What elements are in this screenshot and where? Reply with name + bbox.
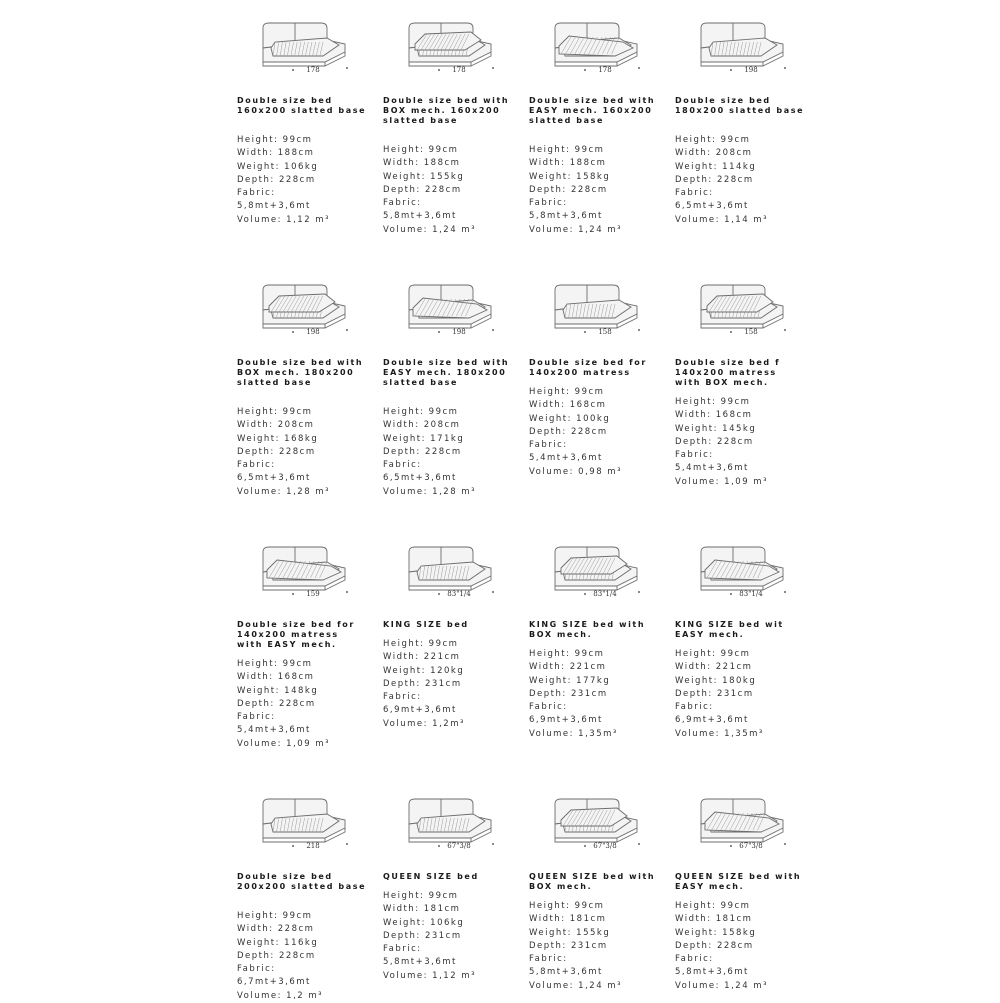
product-title: Double size bed with EASY mech. 160x200 slatted base — [529, 96, 656, 125]
spec-list — [237, 406, 372, 499]
spec-item: Depth: 228cm — [675, 436, 754, 447]
product-title: Double size bed 160x200 slatted base — [237, 96, 367, 115]
spec-list — [529, 144, 664, 237]
spec-item: Fabric: — [675, 954, 714, 965]
spec-item: Volume: 1,09 m³ — [675, 476, 768, 487]
product-title: QUEEN SIZE bed with BOX mech. — [529, 872, 656, 891]
spec-list — [529, 648, 664, 741]
spec-item: Weight: 116kg — [237, 937, 319, 948]
spec-item: Width: 181cm — [529, 914, 607, 925]
spec-item: Weight: 180kg — [675, 675, 757, 686]
spec-list — [675, 900, 810, 993]
spec-item: Weight: 158kg — [529, 171, 611, 182]
spec-item: Volume: 1,12 m³ — [383, 970, 476, 981]
drawing-dimension-label: 67"3/8 — [593, 842, 617, 850]
spec-item: 6,7mt+3,6mt — [237, 977, 311, 988]
spec-item: Width: 168cm — [237, 672, 315, 683]
drawing-dimension-label: 178 — [598, 66, 612, 74]
spec-item: Height: 99cm — [529, 145, 605, 155]
bed-drawing — [547, 794, 647, 850]
spec-item: Weight: 106kg — [383, 917, 465, 928]
spec-item: Height: 99cm — [383, 891, 459, 901]
spec-item: Volume: 1,35m³ — [529, 728, 618, 739]
bed-drawing — [547, 18, 647, 74]
drawing-dimension-label: 158 — [744, 328, 758, 336]
drawing-dimension-label: 83"1/4 — [593, 590, 617, 598]
spec-item: Weight: 171kg — [383, 433, 465, 444]
spec-item: Width: 208cm — [237, 420, 315, 431]
spec-item: Depth: 228cm — [383, 184, 462, 195]
spec-list — [237, 658, 372, 751]
bed-drawing — [693, 794, 793, 850]
drawing-dimension-label: 158 — [598, 328, 612, 336]
product-title: Double size bed 180x200 slatted base — [675, 96, 805, 115]
spec-item: 6,9mt+3,6mt — [675, 715, 749, 726]
product-title: KING SIZE bed — [383, 620, 469, 629]
spec-item: Height: 99cm — [529, 649, 605, 659]
spec-item: 5,8mt+3,6mt — [237, 201, 311, 212]
spec-item: Depth: 228cm — [237, 698, 316, 709]
drawing-dimension-label: 67"3/8 — [739, 842, 763, 850]
spec-item: Width: 188cm — [383, 158, 461, 169]
product-title: KING SIZE bed with BOX mech. — [529, 620, 646, 639]
spec-list — [529, 386, 664, 479]
product-title: Double size bed for 140x200 matress — [529, 358, 647, 377]
product-title: Double size bed with BOX mech. 160x200 slatted base — [383, 96, 510, 125]
spec-item: Depth: 228cm — [529, 426, 608, 437]
spec-item: 5,4mt+3,6mt — [675, 463, 749, 474]
spec-list — [383, 144, 518, 237]
product-title: Double size bed with BOX mech. 180x200 slatted base — [237, 358, 364, 387]
product-title: Double size bed with EASY mech. 180x200 slatted base — [383, 358, 510, 387]
drawing-dimension-label: 178 — [306, 66, 320, 74]
spec-item: Depth: 228cm — [237, 174, 316, 185]
bed-drawing — [401, 542, 501, 598]
drawing-dimension-label: 83"1/4 — [447, 590, 471, 598]
spec-list — [237, 910, 372, 1003]
spec-item: Weight: 168kg — [237, 433, 319, 444]
spec-item: Height: 99cm — [529, 387, 605, 397]
product-title: Double size bed for 140x200 matress with EASY mech. — [237, 620, 355, 649]
spec-item: Width: 188cm — [529, 158, 607, 169]
spec-item: Height: 99cm — [237, 911, 313, 921]
spec-item: Fabric: — [529, 702, 568, 713]
spec-item: Width: 168cm — [529, 400, 607, 411]
spec-item: Fabric: — [237, 712, 276, 723]
bed-drawing — [255, 18, 355, 74]
spec-item: Volume: 1,2 m³ — [237, 990, 324, 1001]
bed-drawing — [401, 18, 501, 74]
spec-item: Width: 221cm — [529, 662, 607, 673]
spec-item: Volume: 1,09 m³ — [237, 738, 330, 749]
spec-item: Depth: 228cm — [237, 446, 316, 457]
spec-item: Weight: 155kg — [383, 171, 465, 182]
spec-item: Height: 99cm — [383, 639, 459, 649]
spec-item: 5,8mt+3,6mt — [383, 957, 457, 968]
spec-item: Depth: 228cm — [675, 940, 754, 951]
spec-item: Volume: 1,24 m³ — [529, 980, 622, 991]
spec-item: Fabric: — [383, 944, 422, 955]
spec-item: Volume: 1,28 m³ — [237, 486, 330, 497]
product-title: Double size bed f 140x200 matress with BOX mech. — [675, 358, 781, 387]
spec-item: Width: 221cm — [675, 662, 753, 673]
spec-item: 6,5mt+3,6mt — [675, 201, 749, 212]
spec-item: 6,5mt+3,6mt — [383, 473, 457, 484]
drawing-dimension-label: 83"1/4 — [739, 590, 763, 598]
bed-drawing — [693, 542, 793, 598]
spec-item: Depth: 231cm — [383, 678, 462, 689]
spec-item: Width: 228cm — [237, 924, 315, 935]
bed-drawing — [255, 280, 355, 336]
spec-item: Weight: 114kg — [675, 161, 757, 172]
drawing-dimension-label: 198 — [744, 66, 758, 74]
spec-item: Weight: 120kg — [383, 665, 465, 676]
product-title: Double size bed 200x200 slatted base — [237, 872, 367, 891]
spec-item: 5,4mt+3,6mt — [237, 725, 311, 736]
spec-item: Weight: 158kg — [675, 927, 757, 938]
drawing-dimension-label: 198 — [306, 328, 320, 336]
spec-list — [529, 900, 664, 993]
spec-list — [383, 890, 518, 983]
spec-item: Width: 188cm — [237, 148, 315, 159]
spec-item: Volume: 1,2m³ — [383, 718, 465, 729]
spec-item: Height: 99cm — [237, 407, 313, 417]
bed-drawing — [693, 18, 793, 74]
spec-item: Fabric: — [383, 460, 422, 471]
spec-item: Weight: 100kg — [529, 413, 611, 424]
bed-drawing — [401, 280, 501, 336]
spec-list — [675, 648, 810, 741]
spec-item: Fabric: — [237, 188, 276, 199]
spec-item: Volume: 1,14 m³ — [675, 214, 768, 225]
spec-item: Fabric: — [529, 954, 568, 965]
bed-drawing — [693, 280, 793, 336]
product-title: QUEEN SIZE bed with EASY mech. — [675, 872, 802, 891]
spec-item: Depth: 231cm — [529, 940, 608, 951]
spec-item: Height: 99cm — [675, 135, 751, 145]
spec-item: Fabric: — [529, 440, 568, 451]
bed-drawing — [401, 794, 501, 850]
spec-item: Fabric: — [383, 198, 422, 209]
spec-item: Fabric: — [675, 702, 714, 713]
spec-item: Volume: 1,12 m³ — [237, 214, 330, 225]
spec-item: Fabric: — [383, 692, 422, 703]
spec-item: Width: 181cm — [383, 904, 461, 915]
spec-item: Width: 168cm — [675, 410, 753, 421]
spec-item: Depth: 228cm — [529, 184, 608, 195]
spec-item: Volume: 1,24 m³ — [529, 224, 622, 235]
spec-item: Height: 99cm — [675, 901, 751, 911]
spec-item: Height: 99cm — [383, 407, 459, 417]
spec-list — [237, 134, 372, 227]
spec-list — [675, 396, 810, 489]
drawing-dimension-label: 67"3/8 — [447, 842, 471, 850]
spec-item: Depth: 228cm — [237, 950, 316, 961]
drawing-dimension-label: 198 — [452, 328, 466, 336]
spec-item: Weight: 145kg — [675, 423, 757, 434]
spec-item: Volume: 1,24 m³ — [675, 980, 768, 991]
spec-item: Height: 99cm — [237, 135, 313, 145]
spec-item: Volume: 0,98 m³ — [529, 466, 622, 477]
spec-item: Weight: 155kg — [529, 927, 611, 938]
spec-item: 6,5mt+3,6mt — [237, 473, 311, 484]
spec-item: Height: 99cm — [529, 901, 605, 911]
drawing-dimension-label: 218 — [306, 842, 320, 850]
bed-drawing — [547, 542, 647, 598]
spec-item: Fabric: — [237, 964, 276, 975]
spec-item: Width: 208cm — [675, 148, 753, 159]
spec-list — [383, 406, 518, 499]
spec-item: 5,8mt+3,6mt — [675, 967, 749, 978]
spec-item: 5,8mt+3,6mt — [529, 211, 603, 222]
spec-item: Width: 221cm — [383, 652, 461, 663]
spec-item: Depth: 228cm — [675, 174, 754, 185]
bed-drawing — [255, 794, 355, 850]
spec-list — [383, 638, 518, 731]
spec-item: Fabric: — [237, 460, 276, 471]
spec-item: Depth: 231cm — [529, 688, 608, 699]
spec-item: Weight: 148kg — [237, 685, 319, 696]
spec-item: Height: 99cm — [237, 659, 313, 669]
spec-item: Height: 99cm — [383, 145, 459, 155]
spec-item: Depth: 231cm — [675, 688, 754, 699]
drawing-dimension-label: 159 — [306, 590, 320, 598]
drawing-dimension-label: 178 — [452, 66, 466, 74]
bed-drawing — [255, 542, 355, 598]
spec-item: 6,9mt+3,6mt — [529, 715, 603, 726]
spec-item: Fabric: — [529, 198, 568, 209]
spec-item: Height: 99cm — [675, 397, 751, 407]
spec-item: Height: 99cm — [675, 649, 751, 659]
spec-item: Depth: 231cm — [383, 930, 462, 941]
bed-drawing — [547, 280, 647, 336]
product-title: KING SIZE bed wit EASY mech. — [675, 620, 784, 639]
spec-item: Fabric: — [675, 450, 714, 461]
spec-item: Width: 208cm — [383, 420, 461, 431]
spec-item: 5,8mt+3,6mt — [383, 211, 457, 222]
spec-item: Weight: 106kg — [237, 161, 319, 172]
spec-item: Fabric: — [675, 188, 714, 199]
spec-item: 5,8mt+3,6mt — [529, 967, 603, 978]
spec-item: 5,4mt+3,6mt — [529, 453, 603, 464]
product-title: QUEEN SIZE bed — [383, 872, 479, 881]
spec-item: Volume: 1,28 m³ — [383, 486, 476, 497]
spec-list — [675, 134, 810, 227]
spec-item: Volume: 1,24 m³ — [383, 224, 476, 235]
spec-item: Depth: 228cm — [383, 446, 462, 457]
spec-item: Volume: 1,35m³ — [675, 728, 764, 739]
spec-item: Weight: 177kg — [529, 675, 611, 686]
spec-item: Width: 181cm — [675, 914, 753, 925]
spec-item: 6,9mt+3,6mt — [383, 705, 457, 716]
